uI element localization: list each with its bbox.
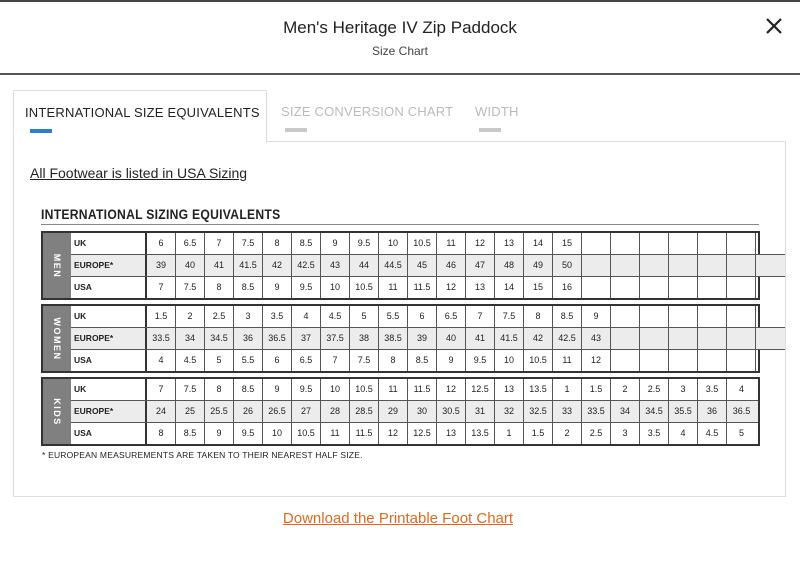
group-label (43, 379, 71, 444)
table-cell: 39 (147, 255, 176, 276)
table-cell: 44 (350, 255, 379, 276)
table-cell: 4 (147, 350, 176, 371)
row-label: UK (71, 306, 147, 327)
table-cell: 42.5 (553, 328, 582, 349)
table-cell (640, 328, 669, 349)
table-cell: 34 (611, 401, 640, 422)
table-cell (727, 233, 756, 254)
table-cell: 37 (292, 328, 321, 349)
modal-subtitle: Size Chart (371, 44, 429, 58)
table-cell: 36.5 (263, 328, 292, 349)
close-icon (762, 14, 786, 38)
tab-label: SIZE CONVERSION CHART (281, 104, 454, 119)
table-cell (640, 350, 669, 371)
table-cell: 11 (379, 277, 408, 298)
table-cell: 35.5 (669, 401, 698, 422)
table-cell: 28 (321, 401, 350, 422)
table-cell: 37.5 (321, 328, 350, 349)
size-group-men (41, 231, 760, 300)
table-cell: 14 (524, 233, 553, 254)
table-cell: 8 (205, 277, 234, 298)
table-cell: 26.5 (263, 401, 292, 422)
table-cell: 9 (263, 379, 292, 400)
table-cell: 3.5 (640, 423, 669, 444)
table-cell: 8 (147, 423, 176, 444)
table-cell: 41 (466, 328, 495, 349)
table-cell: 3.5 (698, 379, 727, 400)
table-cell: 30 (408, 401, 437, 422)
table-cell: 7.5 (495, 306, 524, 327)
table-cell (669, 233, 698, 254)
table-cell: 45 (408, 255, 437, 276)
table-cell (582, 277, 611, 298)
row-label: EUROPE* (71, 328, 147, 349)
table-cell: 4 (738, 384, 744, 394)
table-cell: 2 (553, 423, 582, 444)
row-label: USA (71, 423, 147, 444)
table-cell: 13 (495, 233, 524, 254)
tab-size-conversion-chart[interactable] (281, 90, 461, 142)
table-cell: 5 (350, 306, 379, 327)
table-cell: 6 (263, 350, 292, 371)
table-cell: 26 (234, 401, 263, 422)
table-cell (698, 306, 727, 327)
tab-international-size-equivalents[interactable] (13, 90, 267, 143)
table-cell: 34.5 (640, 401, 669, 422)
table-cell: 38 (350, 328, 379, 349)
table-cell: 7 (321, 350, 350, 371)
table-row (71, 277, 785, 298)
table-cell (611, 277, 640, 298)
table-cell: 36 (698, 401, 727, 422)
table-cell: 7 (147, 379, 176, 400)
table-cell (698, 350, 727, 371)
table-cell: 2 (611, 379, 640, 400)
table-cell (669, 350, 698, 371)
group-label-text: KIDS (52, 397, 62, 426)
table-cell (640, 277, 669, 298)
table-cell: 6.5 (292, 350, 321, 371)
chart-title: INTERNATIONAL SIZING EQUIVALENTS (41, 207, 281, 222)
table-cell (756, 306, 785, 327)
size-group-kids (41, 377, 760, 446)
table-cell: 5 (738, 428, 744, 438)
table-cell (698, 233, 727, 254)
table-cell: 15 (524, 277, 553, 298)
table-cell: 8.5 (553, 306, 582, 327)
tab-indicator (285, 128, 307, 132)
table-cell: 41.5 (495, 328, 524, 349)
table-cell: 13 (437, 423, 466, 444)
table-cell (611, 350, 640, 371)
table-cell: 7 (147, 277, 176, 298)
table-cell (611, 233, 640, 254)
table-cell: 15 (553, 233, 582, 254)
table-cell (698, 277, 727, 298)
table-cell: 9 (263, 277, 292, 298)
table-cell: 10.5 (408, 233, 437, 254)
table-cell: 25 (176, 401, 205, 422)
table-cell: 36.5 (732, 406, 751, 416)
table-cell: 30.5 (437, 401, 466, 422)
table-cell: 7 (205, 233, 234, 254)
group-label (43, 233, 71, 298)
table-cell: 33.5 (582, 401, 611, 422)
table-cell (640, 255, 669, 276)
table-cell: 11.5 (408, 277, 437, 298)
table-cell: 13 (466, 277, 495, 298)
table-cell: 9 (437, 350, 466, 371)
table-cell: 9.5 (292, 277, 321, 298)
table-cell: 8.5 (176, 423, 205, 444)
table-cell: 3.5 (263, 306, 292, 327)
table-cell: 49 (524, 255, 553, 276)
table-cell: 9 (582, 306, 611, 327)
table-cell (669, 328, 698, 349)
table-cell: 12 (437, 277, 466, 298)
table-cell: 4 (669, 423, 698, 444)
table-cell: 38.5 (379, 328, 408, 349)
table-cell: 11.5 (350, 423, 379, 444)
group-label-text: MEN (52, 253, 62, 278)
table-cell: 46 (437, 255, 466, 276)
table-cell: 1.5 (524, 423, 553, 444)
table-cell: 42 (263, 255, 292, 276)
table-cell: 32.5 (524, 401, 553, 422)
table-cell: 8.5 (408, 350, 437, 371)
table-cell: 8.5 (234, 379, 263, 400)
table-row (71, 233, 785, 255)
table-cell: 10.5 (292, 423, 321, 444)
table-cell: 41.5 (234, 255, 263, 276)
close-button[interactable] (762, 14, 786, 38)
table-cell: 3 (234, 306, 263, 327)
table-cell (698, 328, 727, 349)
table-cell: 25.5 (205, 401, 234, 422)
group-label-text: WOMEN (52, 317, 62, 360)
table-cell: 39 (408, 328, 437, 349)
table-cell (727, 306, 756, 327)
size-group-women (41, 304, 760, 373)
table-cell: 11.5 (408, 379, 437, 400)
table-cell: 8.5 (292, 233, 321, 254)
table-cell: 11 (321, 423, 350, 444)
row-label: USA (71, 350, 147, 371)
table-cell: 41 (205, 255, 234, 276)
table-cell (582, 233, 611, 254)
table-cell: 6 (147, 233, 176, 254)
table-cell: 40 (176, 255, 205, 276)
table-cell: 13 (495, 379, 524, 400)
table-cell (669, 306, 698, 327)
table-cell: 34.5 (205, 328, 234, 349)
table-cell (756, 233, 785, 254)
table-cell: 13.5 (466, 423, 495, 444)
table-cell (756, 328, 785, 349)
table-cell: 2.5 (205, 306, 234, 327)
table-cell: 40 (437, 328, 466, 349)
table-row (71, 328, 785, 350)
tab-label: INTERNATIONAL SIZE EQUIVALENTS (25, 105, 260, 120)
row-label: EUROPE* (71, 255, 147, 276)
table-cell: 10.5 (524, 350, 553, 371)
table-cell: 12.5 (408, 423, 437, 444)
table-cell: 8 (379, 350, 408, 371)
row-label: UK (71, 233, 147, 254)
table-cell: 48 (495, 255, 524, 276)
tab-indicator (479, 128, 501, 132)
table-cell: 12 (582, 350, 611, 371)
table-cell (756, 277, 785, 298)
table-cell: 10 (263, 423, 292, 444)
table-cell: 6.5 (437, 306, 466, 327)
row-label: UK (71, 379, 147, 400)
table-cell: 32 (495, 401, 524, 422)
table-cell: 33.5 (147, 328, 176, 349)
table-cell (611, 328, 640, 349)
table-cell: 1.5 (582, 379, 611, 400)
table-cell: 9.5 (234, 423, 263, 444)
table-cell: 1.5 (147, 306, 176, 327)
table-cell: 10 (379, 233, 408, 254)
table-cell: 43 (321, 255, 350, 276)
table-row (71, 255, 785, 277)
table-cell: 10 (495, 350, 524, 371)
table-cell (640, 233, 669, 254)
table-row (71, 350, 785, 371)
table-cell: 7.5 (350, 350, 379, 371)
table-cell: 2 (176, 306, 205, 327)
table-cell (727, 350, 756, 371)
table-cell: 7 (466, 306, 495, 327)
table-cell: 16 (553, 277, 582, 298)
table-cell: 8 (524, 306, 553, 327)
table-cell: 43 (582, 328, 611, 349)
table-cell: 29 (379, 401, 408, 422)
table-cell: 42.5 (292, 255, 321, 276)
table-cell: 1 (495, 423, 524, 444)
table-cell: 9.5 (292, 379, 321, 400)
table-cell: 5 (205, 350, 234, 371)
table-cell (756, 255, 785, 276)
table-cell: 11 (379, 379, 408, 400)
table-cell: 10.5 (350, 277, 379, 298)
table-cell (698, 255, 727, 276)
table-cell: 10 (321, 379, 350, 400)
table-cell: 12.5 (466, 379, 495, 400)
table-cell: 2.5 (640, 379, 669, 400)
table-cell: 9 (205, 423, 234, 444)
table-cell: 2.5 (582, 423, 611, 444)
table-cell: 5.5 (234, 350, 263, 371)
table-cell: 12 (437, 379, 466, 400)
table-cell: 14 (495, 277, 524, 298)
table-cell: 6 (408, 306, 437, 327)
tab-active-indicator (30, 129, 52, 133)
modal-title: Men's Heritage IV Zip Paddock (283, 18, 517, 37)
tab-panel (13, 141, 786, 497)
usa-sizing-link[interactable]: All Footwear is listed in USA Sizing (30, 165, 248, 181)
table-cell: 7.5 (234, 233, 263, 254)
table-cell: 8 (205, 379, 234, 400)
row-label: EUROPE* (71, 401, 147, 422)
table-cell: 27 (292, 401, 321, 422)
table-cell: 9 (321, 233, 350, 254)
table-cell: 10 (321, 277, 350, 298)
table-cell: 11 (553, 350, 582, 371)
table-cell (611, 255, 640, 276)
table-cell (640, 306, 669, 327)
footnote: * EUROPEAN MEASUREMENTS ARE TAKEN TO THEIR NEAREST HALF SIZE. (42, 450, 363, 460)
table-cell (582, 255, 611, 276)
table-cell: 24 (147, 401, 176, 422)
table-row (71, 401, 758, 423)
table-cell: 33 (553, 401, 582, 422)
table-cell: 34 (176, 328, 205, 349)
table-cell: 4.5 (176, 350, 205, 371)
table-cell (756, 350, 785, 371)
table-cell (727, 328, 756, 349)
table-cell: 8.5 (234, 277, 263, 298)
table-cell: 4.5 (321, 306, 350, 327)
table-cell: 4.5 (698, 423, 727, 444)
table-cell (669, 255, 698, 276)
table-cell (727, 255, 756, 276)
table-cell: 7.5 (176, 379, 205, 400)
table-row (71, 306, 785, 328)
table-cell: 6.5 (176, 233, 205, 254)
table-cell: 28.5 (350, 401, 379, 422)
tab-label: WIDTH (475, 104, 519, 119)
table-cell: 4 (292, 306, 321, 327)
tab-width[interactable] (475, 90, 545, 142)
table-cell: 10.5 (350, 379, 379, 400)
table-cell: 42 (524, 328, 553, 349)
table-cell: 7.5 (176, 277, 205, 298)
table-cell: 1 (553, 379, 582, 400)
table-cell: 9.5 (466, 350, 495, 371)
table-cell: 3 (669, 379, 698, 400)
table-cell: 50 (553, 255, 582, 276)
table-cell: 9.5 (350, 233, 379, 254)
chart-title-divider (41, 224, 759, 225)
table-cell: 13.5 (524, 379, 553, 400)
table-cell: 8 (263, 233, 292, 254)
table-cell: 12 (379, 423, 408, 444)
table-cell: 3 (611, 423, 640, 444)
table-cell (669, 277, 698, 298)
table-cell: 31 (466, 401, 495, 422)
table-row (71, 379, 758, 401)
table-cell: 47 (466, 255, 495, 276)
table-cell (611, 306, 640, 327)
table-cell: 5.5 (379, 306, 408, 327)
group-label (43, 306, 71, 371)
row-label: USA (71, 277, 147, 298)
table-row (71, 423, 758, 444)
table-cell: 11 (437, 233, 466, 254)
table-cell (727, 277, 756, 298)
download-foot-chart-link[interactable]: Download the Printable Foot Chart (282, 510, 514, 527)
table-cell: 44.5 (379, 255, 408, 276)
table-cell: 36 (234, 328, 263, 349)
table-cell: 12 (466, 233, 495, 254)
modal-header (0, 2, 800, 75)
